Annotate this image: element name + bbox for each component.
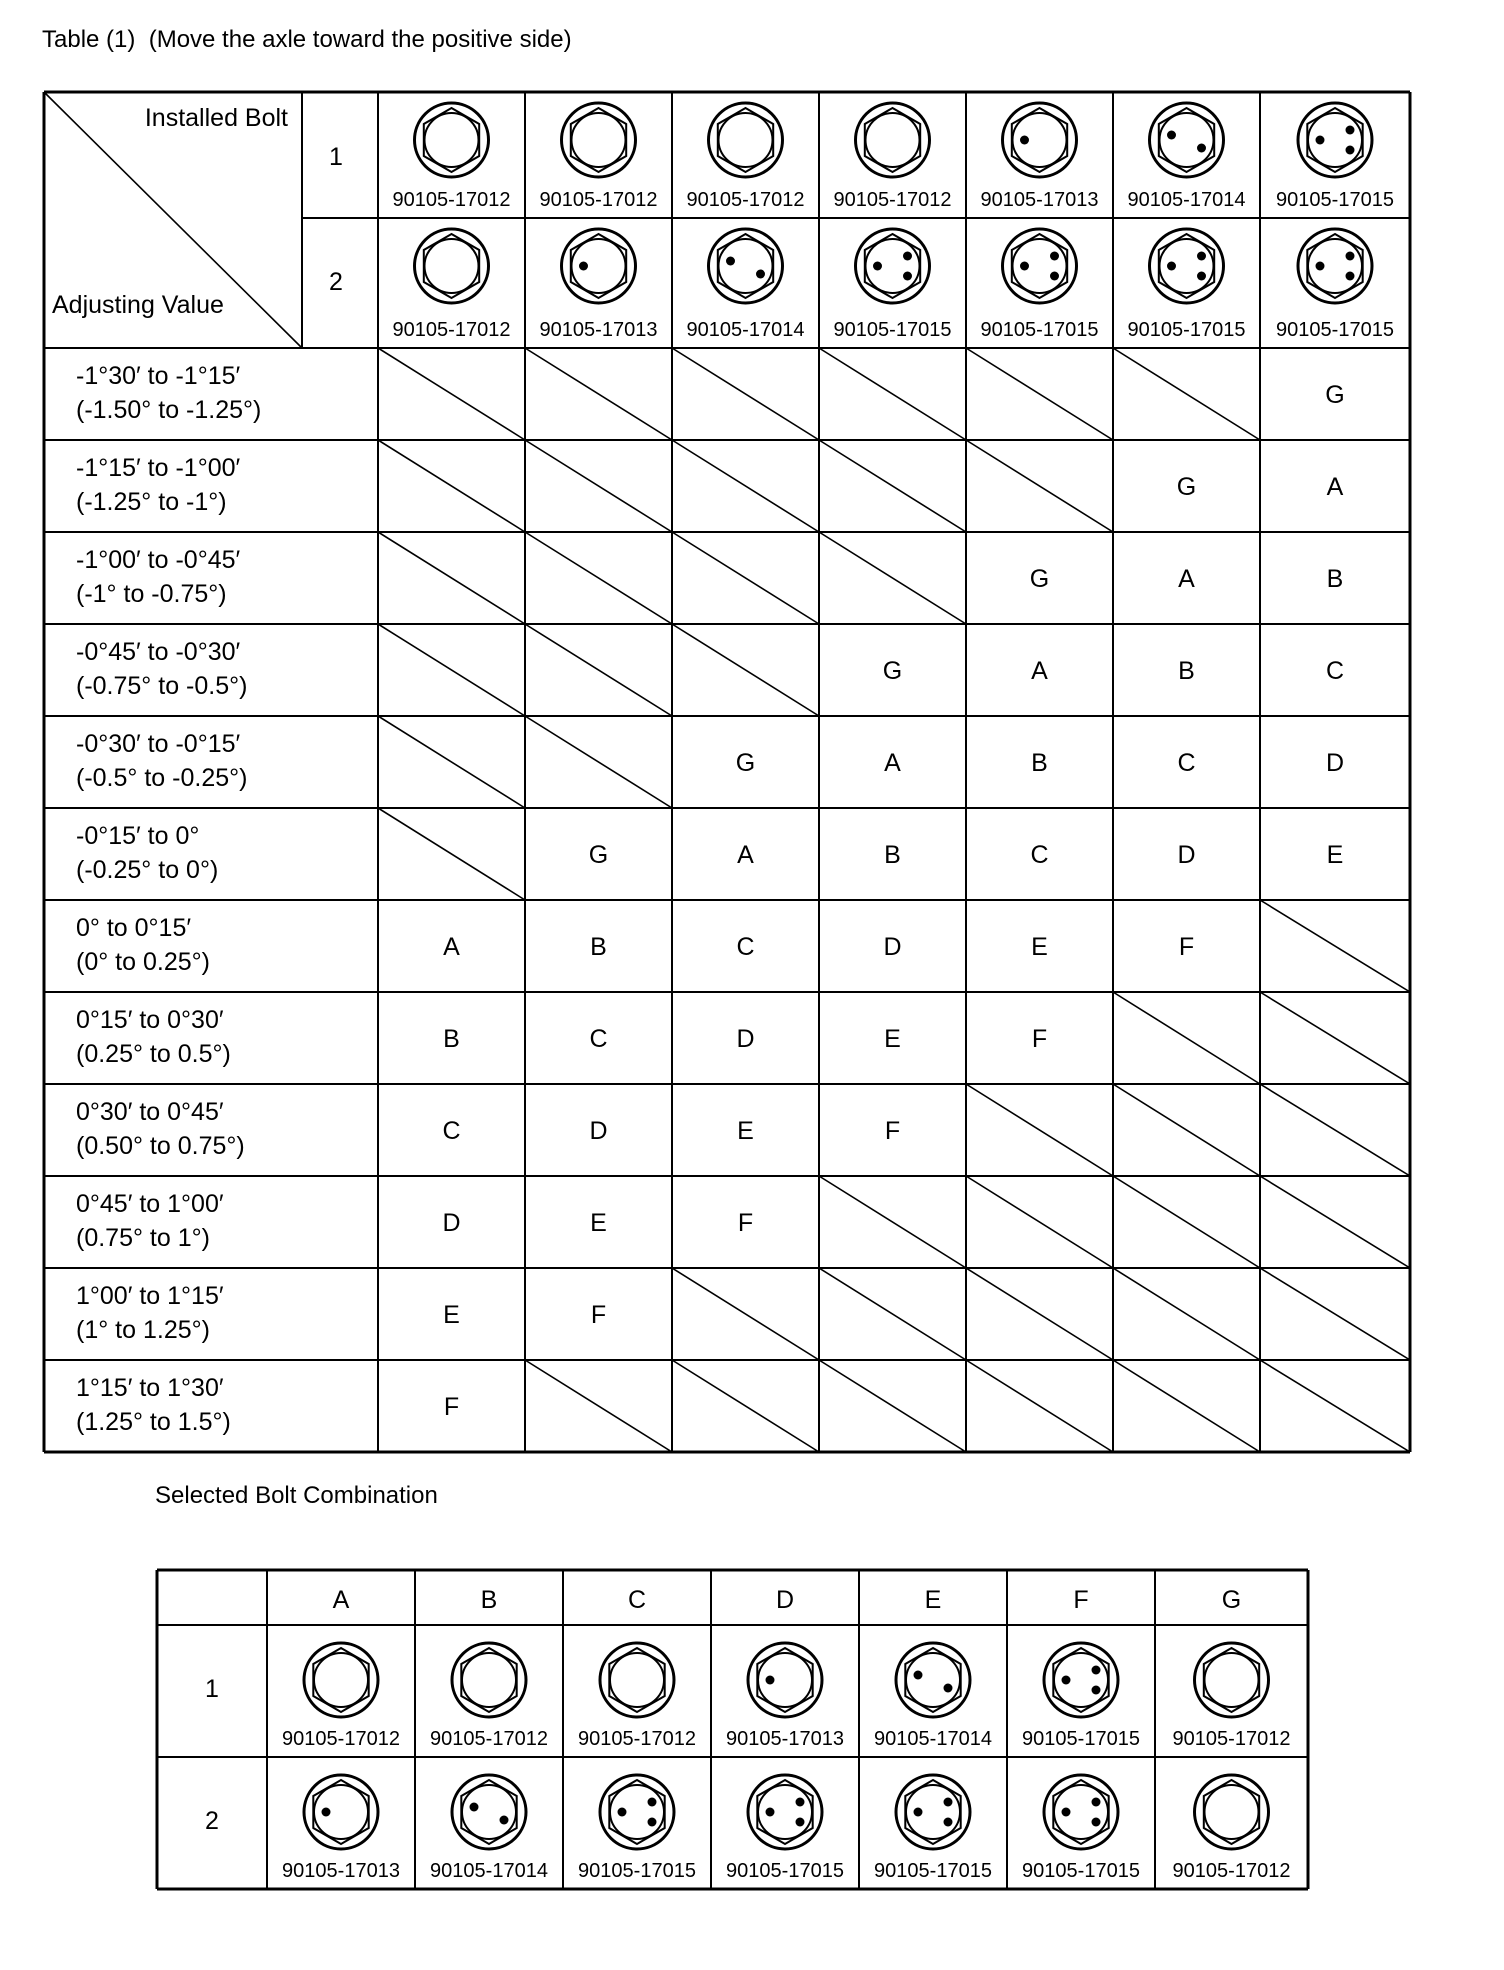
part-number: 90105-17012 — [1172, 1860, 1291, 1882]
row-range-decimal: (1° to 1.25°) — [76, 1316, 210, 1344]
part-number: 90105-17013 — [980, 189, 1099, 211]
bolt-dot-marker — [1092, 1798, 1101, 1807]
empty-cell-slash — [525, 440, 672, 532]
empty-cell-slash — [1113, 992, 1260, 1084]
part-number: 90105-17015 — [1127, 319, 1246, 341]
bolt-hex-head — [1204, 1780, 1259, 1844]
empty-cell-slash — [966, 1268, 1113, 1360]
adjusting-value-label: Adjusting Value — [52, 291, 224, 319]
combination-letter: G — [882, 657, 903, 685]
empty-cell-slash — [525, 716, 672, 808]
row-range-degrees-minutes: 0°45′ to 1°00′ — [76, 1190, 224, 1218]
row-range-degrees-minutes: 0°15′ to 0°30′ — [76, 1006, 224, 1034]
bolt-dot-marker — [1346, 272, 1355, 281]
bolt-outer-ring — [748, 1643, 822, 1717]
bolt-dot-marker — [914, 1808, 923, 1817]
combination-letter: B — [590, 933, 607, 961]
combination-letter: F — [1031, 1025, 1048, 1053]
row-range-degrees-minutes: -0°15′ to 0° — [76, 822, 200, 850]
bolt-inner-ring — [1205, 1653, 1259, 1707]
part-number: 90105-17013 — [282, 1860, 400, 1882]
empty-cell-slash — [1113, 1084, 1260, 1176]
combination-letter: C — [736, 933, 755, 961]
bolt-icon — [562, 229, 636, 303]
bolt-dot-marker — [470, 1803, 479, 1812]
part-number: 90105-17015 — [1022, 1728, 1140, 1750]
bolt-outer-ring — [896, 1643, 970, 1717]
row-range-degrees-minutes: -0°45′ to -0°30′ — [76, 638, 241, 666]
bolt-dot-marker — [1316, 262, 1325, 271]
empty-cell-slash — [819, 440, 966, 532]
bolt-outer-ring — [709, 103, 783, 177]
bolt-dot-marker — [1316, 136, 1325, 145]
empty-cell-slash — [819, 532, 966, 624]
bolt-dot-marker — [648, 1818, 657, 1827]
bolt-icon — [748, 1775, 822, 1849]
bolt-outer-ring — [562, 229, 636, 303]
bolt-icon — [1195, 1643, 1269, 1717]
bolt-dot-marker — [766, 1808, 775, 1817]
combination-letter: D — [1325, 749, 1345, 777]
row-range-degrees-minutes: -1°15′ to -1°00′ — [76, 454, 241, 482]
part-number: 90105-17012 — [833, 189, 952, 211]
bolt-icon — [709, 103, 783, 177]
installed-bolt-label: Installed Bolt — [144, 104, 288, 132]
position-label-2: 2 — [329, 268, 343, 296]
bolt-inner-ring — [425, 239, 479, 293]
bolt-outer-ring — [1044, 1643, 1118, 1717]
combination-letter: G — [735, 749, 756, 777]
empty-cell-slash — [525, 532, 672, 624]
bolt-outer-ring — [896, 1775, 970, 1849]
bolt-outer-ring — [562, 103, 636, 177]
bolt-outer-ring — [748, 1775, 822, 1849]
part-number: 90105-17012 — [539, 189, 658, 211]
bolt-inner-ring — [425, 113, 479, 167]
bolt-outer-ring — [304, 1775, 378, 1849]
empty-cell-slash — [525, 624, 672, 716]
bolt-dot-marker — [1050, 272, 1059, 281]
combination-letter: A — [1326, 473, 1344, 501]
bolt-outer-ring — [1298, 103, 1372, 177]
bolt-hex-head — [313, 1648, 368, 1712]
row-range-decimal: (-1.50° to -1.25°) — [76, 396, 262, 424]
bolt-icon — [1044, 1643, 1118, 1717]
row-range-decimal: (-1° to -0.75°) — [76, 580, 227, 608]
combination-letter: E — [443, 1301, 460, 1329]
row-range-decimal: (-1.25° to -1°) — [76, 488, 227, 516]
bolt-icon — [1003, 229, 1077, 303]
bolt-outer-ring — [1003, 103, 1077, 177]
combination-letter: D — [442, 1209, 461, 1237]
bolt-dot-marker — [1020, 136, 1029, 145]
bolt-dot-marker — [1197, 272, 1206, 281]
combination-letter: A — [884, 749, 901, 777]
part-number: 90105-17015 — [726, 1860, 844, 1882]
empty-cell-slash — [1113, 348, 1260, 440]
bolt-dot-marker — [648, 1798, 657, 1807]
row-range-degrees-minutes: 1°00′ to 1°15′ — [76, 1282, 224, 1310]
row-range-degrees-minutes: 0° to 0°15′ — [76, 914, 192, 942]
combination-header: A — [332, 1586, 350, 1614]
empty-cell-slash — [1260, 1084, 1410, 1176]
position-label-2: 2 — [205, 1807, 219, 1835]
empty-cell-slash — [966, 440, 1113, 532]
position-label-1: 1 — [329, 143, 343, 171]
row-range-decimal: (0° to 0.25°) — [76, 948, 210, 976]
combination-letter: G — [588, 841, 609, 869]
bolt-dot-marker — [903, 252, 912, 261]
bolt-dot-marker — [1167, 131, 1176, 140]
empty-cell-slash — [672, 440, 819, 532]
bolt-inner-ring — [1160, 113, 1214, 167]
bolt-hex-head — [1204, 1648, 1259, 1712]
bolt-outer-ring — [856, 229, 930, 303]
bolt-dot-marker — [500, 1816, 509, 1825]
row-range-decimal: (0.75° to 1°) — [76, 1224, 210, 1252]
bolt-outer-ring — [709, 229, 783, 303]
bolt-icon — [856, 229, 930, 303]
empty-cell-slash — [1113, 1268, 1260, 1360]
empty-cell-slash — [672, 1268, 819, 1360]
combination-letter: G — [1029, 565, 1050, 593]
bolt-dot-marker — [1197, 144, 1206, 153]
part-number: 90105-17015 — [980, 319, 1099, 341]
part-number: 90105-17015 — [1276, 319, 1394, 341]
empty-cell-slash — [525, 348, 672, 440]
part-number: 90105-17015 — [1276, 189, 1394, 211]
bolt-hex-head — [905, 1648, 960, 1712]
combination-letter: B — [1178, 657, 1195, 685]
bolt-dot-marker — [322, 1808, 331, 1817]
bolt-inner-ring — [719, 113, 773, 167]
empty-cell-slash — [1260, 1268, 1410, 1360]
empty-cell-slash — [966, 1176, 1113, 1268]
bolt-outer-ring — [415, 229, 489, 303]
bolt-inner-ring — [719, 239, 773, 293]
bolt-outer-ring — [1044, 1775, 1118, 1849]
bolt-dot-marker — [756, 270, 765, 279]
bolt-outer-ring — [600, 1775, 674, 1849]
empty-cell-slash — [1260, 1176, 1410, 1268]
bolt-dot-marker — [1167, 262, 1176, 271]
bolt-dot-marker — [618, 1808, 627, 1817]
part-number: 90105-17012 — [430, 1728, 548, 1750]
bolt-hex-head — [461, 1780, 516, 1844]
empty-cell-slash — [1260, 992, 1410, 1084]
combination-letter: B — [884, 841, 901, 869]
bolt-icon — [1195, 1775, 1269, 1849]
empty-cell-slash — [378, 716, 525, 808]
bolt-outer-ring — [1195, 1775, 1269, 1849]
bolt-icon — [709, 229, 783, 303]
bolt-inner-ring — [906, 1653, 960, 1707]
bolt-hex-head — [424, 234, 479, 298]
bolt-dot-marker — [1062, 1808, 1071, 1817]
combination-letter: C — [1325, 657, 1345, 685]
row-range-decimal: (0.50° to 0.75°) — [76, 1132, 245, 1160]
bolt-icon — [304, 1775, 378, 1849]
bolt-hex-head — [571, 108, 626, 172]
bolt-outer-ring — [452, 1775, 526, 1849]
part-number: 90105-17012 — [1172, 1728, 1291, 1750]
empty-cell-slash — [819, 1360, 966, 1452]
bolt-dot-marker — [903, 272, 912, 281]
bolt-hex-head — [461, 1648, 516, 1712]
combination-letter: B — [1031, 749, 1048, 777]
part-number: 90105-17015 — [833, 319, 952, 341]
part-number: 90105-17012 — [392, 319, 511, 341]
bolt-dot-marker — [1050, 252, 1059, 261]
empty-cell-slash — [672, 624, 819, 716]
combination-letter: F — [884, 1117, 901, 1145]
position-label-1: 1 — [205, 1675, 219, 1703]
empty-cell-slash — [1113, 1360, 1260, 1452]
bolt-dot-marker — [944, 1684, 953, 1693]
part-number: 90105-17014 — [874, 1728, 992, 1750]
empty-cell-slash — [672, 348, 819, 440]
bolt-outer-ring — [600, 1643, 674, 1717]
bolt-outer-ring — [1195, 1643, 1269, 1717]
empty-cell-slash — [819, 348, 966, 440]
combination-letter: D — [736, 1025, 755, 1053]
bolt-inner-ring — [1205, 1785, 1259, 1839]
bolt-inner-ring — [610, 1653, 664, 1707]
bolt-dot-marker — [766, 1676, 775, 1685]
bolt-icon — [562, 103, 636, 177]
bolt-inner-ring — [462, 1785, 516, 1839]
part-number: 90105-17015 — [874, 1860, 992, 1882]
bolt-icon — [600, 1775, 674, 1849]
bolt-dot-marker — [944, 1798, 953, 1807]
part-number: 90105-17013 — [539, 319, 658, 341]
bolt-dot-marker — [1197, 252, 1206, 261]
combination-letter: E — [1031, 933, 1048, 961]
combination-letter: G — [1176, 473, 1197, 501]
row-range-decimal: (-0.75° to -0.5°) — [76, 672, 248, 700]
bolt-icon — [452, 1643, 526, 1717]
bolt-outer-ring — [1150, 229, 1224, 303]
selection-title: Selected Bolt Combination — [155, 1482, 438, 1509]
bolt-dot-marker — [873, 262, 882, 271]
combination-letter: F — [1178, 933, 1195, 961]
row-range-degrees-minutes: -0°30′ to -0°15′ — [76, 730, 241, 758]
bolt-dot-marker — [1092, 1818, 1101, 1827]
bolt-dot-marker — [796, 1818, 805, 1827]
bolt-dot-marker — [1062, 1676, 1071, 1685]
empty-cell-slash — [1260, 1360, 1410, 1452]
bolt-inner-ring — [866, 113, 920, 167]
part-number: 90105-17012 — [686, 189, 805, 211]
combination-letter: B — [443, 1025, 460, 1053]
combination-letter: A — [1178, 565, 1195, 593]
combination-header: C — [627, 1586, 647, 1614]
bolt-hex-head — [718, 234, 773, 298]
bolt-outer-ring — [415, 103, 489, 177]
combination-letter: F — [443, 1393, 460, 1421]
empty-cell-slash — [378, 624, 525, 716]
row-range-decimal: (0.25° to 0.5°) — [76, 1040, 231, 1068]
bolt-inner-ring — [314, 1653, 368, 1707]
combination-letter: D — [1177, 841, 1196, 869]
empty-cell-slash — [966, 348, 1113, 440]
row-range-degrees-minutes: -1°00′ to -0°45′ — [76, 546, 241, 574]
bolt-icon — [896, 1775, 970, 1849]
combination-letter: D — [883, 933, 902, 961]
bolt-outer-ring — [452, 1643, 526, 1717]
combination-header: B — [480, 1586, 498, 1614]
bolt-dot-marker — [1092, 1686, 1101, 1695]
bolt-dot-marker — [726, 257, 735, 266]
bolt-icon — [748, 1643, 822, 1717]
bolt-icon — [452, 1775, 526, 1849]
bolt-hex-head — [718, 108, 773, 172]
part-number: 90105-17012 — [282, 1728, 400, 1750]
empty-cell-slash — [378, 440, 525, 532]
combination-letter: C — [589, 1025, 608, 1053]
bolt-dot-marker — [579, 262, 588, 271]
bolt-dot-marker — [796, 1798, 805, 1807]
bolt-dot-marker — [914, 1671, 923, 1680]
bolt-inner-ring — [462, 1653, 516, 1707]
bolt-icon — [1298, 229, 1372, 303]
page-title: Table (1) (Move the axle toward the positive side) — [42, 26, 572, 53]
combination-letter: E — [1326, 841, 1344, 869]
row-range-decimal: (-0.25° to 0°) — [76, 856, 219, 884]
empty-cell-slash — [672, 532, 819, 624]
combination-header: G — [1221, 1586, 1242, 1614]
row-range-degrees-minutes: -1°30′ to -1°15′ — [76, 362, 241, 390]
bolt-icon — [304, 1643, 378, 1717]
bolt-icon — [415, 229, 489, 303]
combination-letter: D — [589, 1117, 608, 1145]
combination-letter: A — [1031, 657, 1048, 685]
bolt-hex-head — [1159, 108, 1214, 172]
combination-letter: A — [737, 841, 754, 869]
bolt-outer-ring — [1150, 103, 1224, 177]
empty-cell-slash — [1113, 1176, 1260, 1268]
bolt-hex-head — [424, 108, 479, 172]
part-number: 90105-17012 — [392, 189, 511, 211]
empty-cell-slash — [966, 1360, 1113, 1452]
bolt-icon — [1044, 1775, 1118, 1849]
bolt-outer-ring — [304, 1643, 378, 1717]
bolt-dot-marker — [1346, 146, 1355, 155]
empty-cell-slash — [1260, 900, 1410, 992]
bolt-icon — [1298, 103, 1372, 177]
bolt-dot-marker — [1092, 1666, 1101, 1675]
bolt-hex-head — [609, 1648, 664, 1712]
part-number: 90105-17014 — [430, 1860, 548, 1882]
bolt-inner-ring — [572, 113, 626, 167]
bolt-dot-marker — [1020, 262, 1029, 271]
combination-letter: E — [590, 1209, 607, 1237]
empty-cell-slash — [819, 1268, 966, 1360]
combination-letter: C — [442, 1117, 461, 1145]
empty-cell-slash — [672, 1360, 819, 1452]
part-number: 90105-17015 — [578, 1860, 696, 1882]
bolt-dot-marker — [1346, 126, 1355, 135]
bolt-dot-marker — [1346, 252, 1355, 261]
part-number: 90105-17014 — [686, 319, 805, 341]
bolt-dot-marker — [944, 1818, 953, 1827]
bolt-hex-head — [865, 108, 920, 172]
combination-letter: E — [884, 1025, 901, 1053]
empty-cell-slash — [378, 348, 525, 440]
combination-letter: C — [1030, 841, 1049, 869]
row-range-decimal: (-0.5° to -0.25°) — [76, 764, 248, 792]
part-number: 90105-17014 — [1127, 189, 1246, 211]
row-range-degrees-minutes: 0°30′ to 0°45′ — [76, 1098, 224, 1126]
empty-cell-slash — [819, 1176, 966, 1268]
combination-header: D — [775, 1586, 795, 1614]
empty-cell-slash — [525, 1360, 672, 1452]
row-range-decimal: (1.25° to 1.5°) — [76, 1408, 231, 1436]
combination-letter: G — [1325, 381, 1345, 409]
combination-letter: A — [443, 933, 460, 961]
empty-cell-slash — [378, 808, 525, 900]
combination-header: E — [924, 1586, 942, 1614]
combination-letter: C — [1177, 749, 1196, 777]
combination-letter: E — [737, 1117, 754, 1145]
empty-cell-slash — [378, 532, 525, 624]
bolt-outer-ring — [1298, 229, 1372, 303]
empty-cell-slash — [966, 1084, 1113, 1176]
combination-letter: B — [1326, 565, 1344, 593]
bolt-icon — [600, 1643, 674, 1717]
bolt-outer-ring — [1003, 229, 1077, 303]
combination-header: F — [1073, 1586, 1089, 1614]
bolt-icon — [415, 103, 489, 177]
bolt-icon — [896, 1643, 970, 1717]
part-number: 90105-17012 — [578, 1728, 696, 1750]
combination-letter: F — [590, 1301, 607, 1329]
bolt-outer-ring — [856, 103, 930, 177]
bolt-icon — [856, 103, 930, 177]
combination-letter: F — [737, 1209, 754, 1237]
row-range-degrees-minutes: 1°15′ to 1°30′ — [76, 1374, 224, 1402]
bolt-icon — [1150, 103, 1224, 177]
bolt-icon — [1003, 103, 1077, 177]
part-number: 90105-17013 — [726, 1728, 844, 1750]
part-number: 90105-17015 — [1022, 1860, 1140, 1882]
bolt-icon — [1150, 229, 1224, 303]
